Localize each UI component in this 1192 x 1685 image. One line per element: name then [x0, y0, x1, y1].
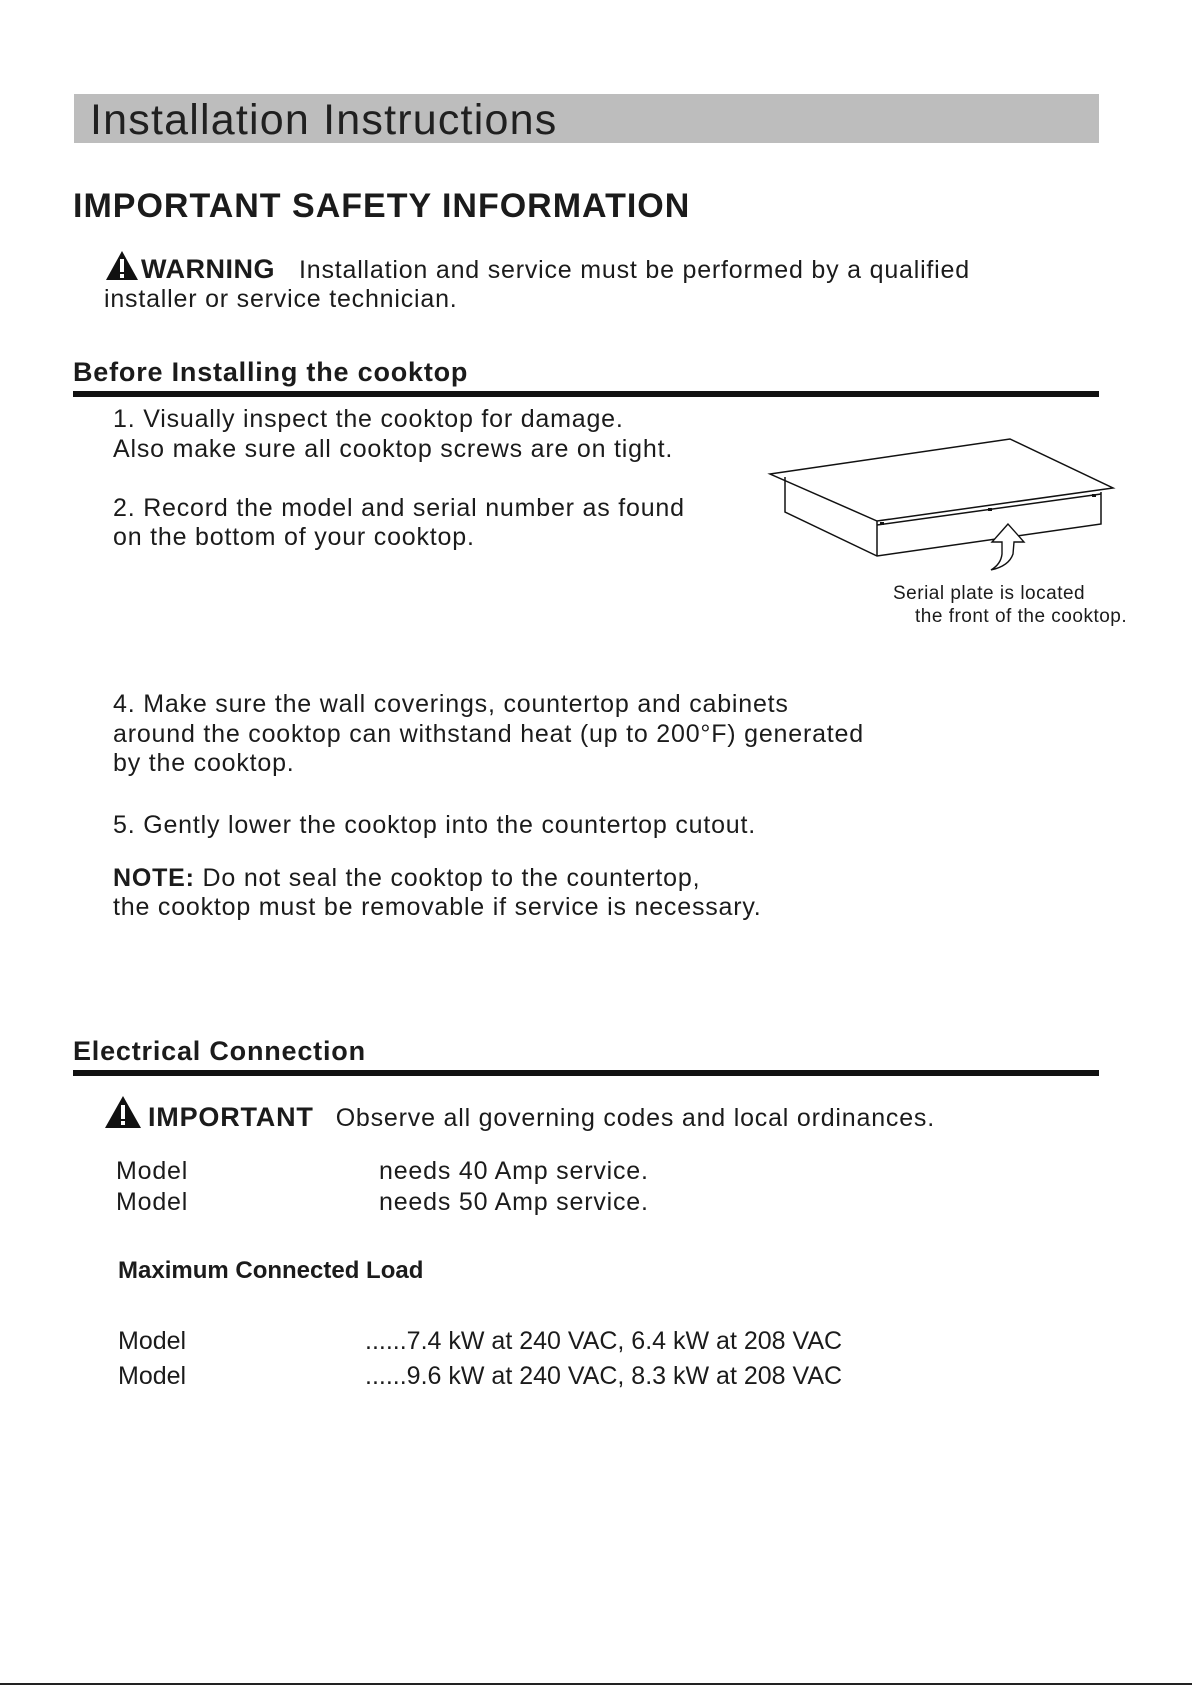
step2-line1: 2. Record the model and serial number as found [113, 494, 685, 522]
figure-caption-line2: the front of the cooktop. [915, 606, 1128, 627]
important-callout [104, 1095, 935, 1136]
safety-heading: IMPORTANT SAFETY INFORMATION [73, 187, 691, 225]
note-line2: the cooktop must be removable if service is necessary. [113, 893, 762, 921]
note-label: NOTE: [113, 864, 195, 892]
warning-text-line1: Installation and service must be performed by a qualified [299, 256, 970, 284]
electrical-title: Electrical Connection [73, 1036, 366, 1066]
cooktop-illustration [765, 432, 1120, 582]
service-requirement-1: needs 40 Amp service. [379, 1157, 649, 1185]
service-model-1: Model [116, 1157, 189, 1185]
important-text: Observe all governing codes and local ordinances. [335, 1104, 935, 1132]
max-load-title: Maximum Connected Load [118, 1257, 424, 1284]
step4-line3: by the cooktop. [113, 749, 295, 777]
load-model-1: Model [118, 1327, 187, 1355]
warning-text-line2: installer or service technician. [104, 285, 458, 313]
figure-caption-line1: Serial plate is located [893, 583, 1086, 604]
warning-callout [105, 250, 970, 288]
step1-line2: Also make sure all cooktop screws are on tight. [113, 435, 674, 463]
load-value-2: ......9.6 kW at 240 VAC, 8.3 kW at 208 VAC [365, 1362, 843, 1390]
section-divider-before [73, 391, 1099, 397]
note-text-line1: Do not seal the cooktop to the countertop, [202, 864, 701, 892]
note-line1 [113, 864, 700, 893]
important-label: IMPORTANT [148, 1102, 314, 1132]
step2-line2: on the bottom of your cooktop. [113, 523, 475, 551]
step4-line1: 4. Make sure the wall coverings, countertop and cabinets [113, 690, 789, 718]
load-value-1: ......7.4 kW at 240 VAC, 6.4 kW at 208 VAC [365, 1327, 843, 1355]
warning-label: WARNING [141, 254, 275, 284]
before-installing-title: Before Installing the cooktop [73, 357, 469, 387]
step5: 5. Gently lower the cooktop into the countertop cutout. [113, 811, 756, 839]
up-arrow-icon [991, 524, 1024, 570]
page-title: Installation Instructions [90, 96, 558, 144]
step1-line1: 1. Visually inspect the cooktop for damage. [113, 405, 624, 433]
step4-line2: around the cooktop can withstand heat (up to 200°F) generated [113, 720, 864, 748]
warning-triangle-icon [104, 1095, 142, 1136]
service-model-2: Model [116, 1188, 189, 1216]
warning-triangle-icon [105, 250, 139, 288]
service-requirement-2: needs 50 Amp service. [379, 1188, 649, 1216]
load-model-2: Model [118, 1362, 187, 1390]
section-divider-electrical [73, 1070, 1099, 1076]
